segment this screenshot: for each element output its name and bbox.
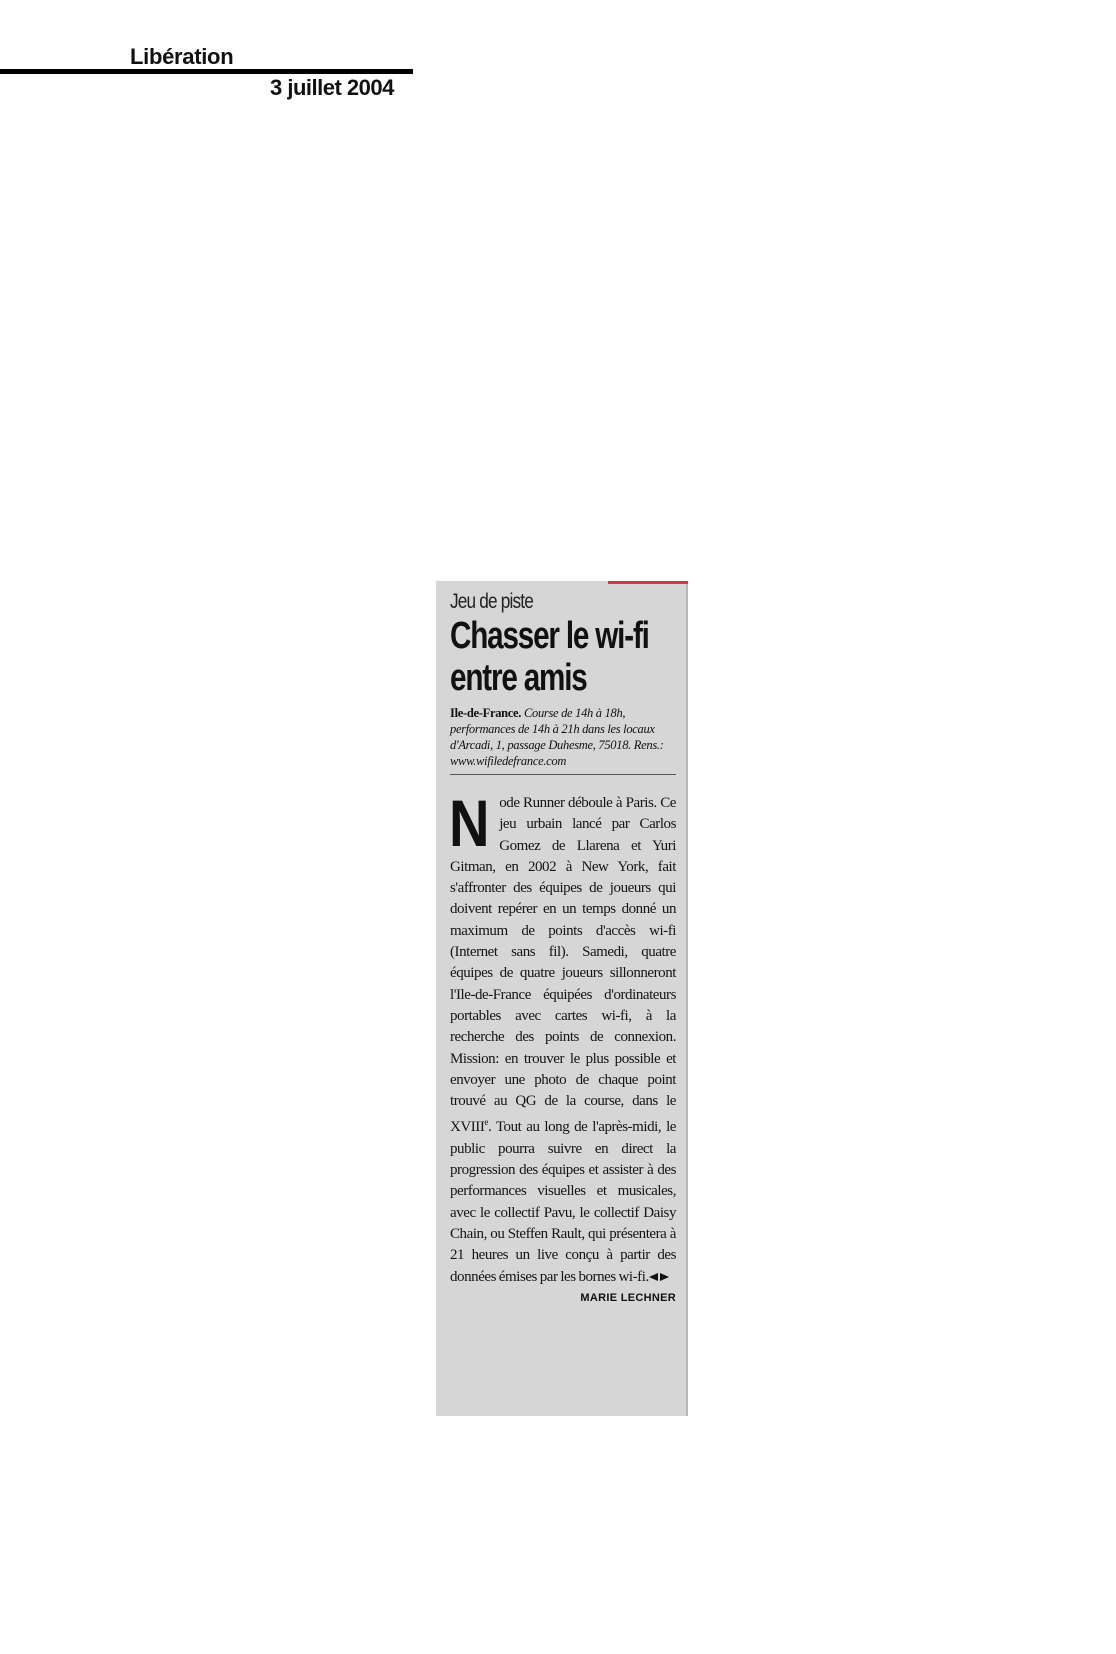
- clipping-accent-line: [608, 581, 688, 584]
- headline-line-1: Chasser le wi-fi: [450, 615, 649, 657]
- drop-cap: N: [449, 786, 490, 860]
- publication-name: Libération: [130, 44, 234, 69]
- event-place: Ile-de-France.: [450, 706, 522, 720]
- ordinal-suffix: e: [484, 1117, 488, 1128]
- newspaper-clipping: [436, 581, 688, 1416]
- article-byline: MARIE LECHNER: [580, 1291, 676, 1304]
- article-headline: [450, 615, 649, 699]
- article-kicker: Jeu de piste: [450, 590, 534, 613]
- end-mark-right-icon: [660, 1273, 669, 1281]
- headline-line-2: entre amis: [450, 657, 587, 699]
- event-details: Course de 14h à 18h, performances de 14h à 21h dans les locaux d'Arcadi, 1, passage Duhesme, 75018. Rens.: www.wifiledefrance.com: [450, 706, 664, 768]
- event-info: [450, 705, 676, 775]
- article-body: [449, 786, 676, 1288]
- end-mark-left-icon: [649, 1273, 658, 1281]
- body-text-part-2: . Tout au long de l'après-midi, le public pourra suivre en direct la progression des équipes et assister à des performances visuelles et musicales, avec le collectif Pavu, le collectif Daisy Chain, ou Steffen Rault, qui présentera à 21 heures un live conçu à partir des données émises par les bornes wi-fi.: [450, 1119, 676, 1285]
- publication-date: 3 juillet 2004: [270, 75, 394, 100]
- body-text-part-1: ode Runner déboule à Paris. Ce jeu urbain lancé par Carlos Gomez de Llarena et Yuri Gitman, en 2002 à New York, fait s'affronter des équipes de joueurs qui doivent repérer en un temps donné un maximum de points d'accès wi-fi (Internet sans fil). Samedi, quatre équipes de quatre joueurs sillonneront l'Ile-de-France équipées d'ordinateurs portables avec cartes wi-fi, à la recherche des points de connexion. Mission: en trouver le plus possible et envoyer une photo de chaque point trouvé au QG de la course, dans le XVIII: [450, 795, 676, 1136]
